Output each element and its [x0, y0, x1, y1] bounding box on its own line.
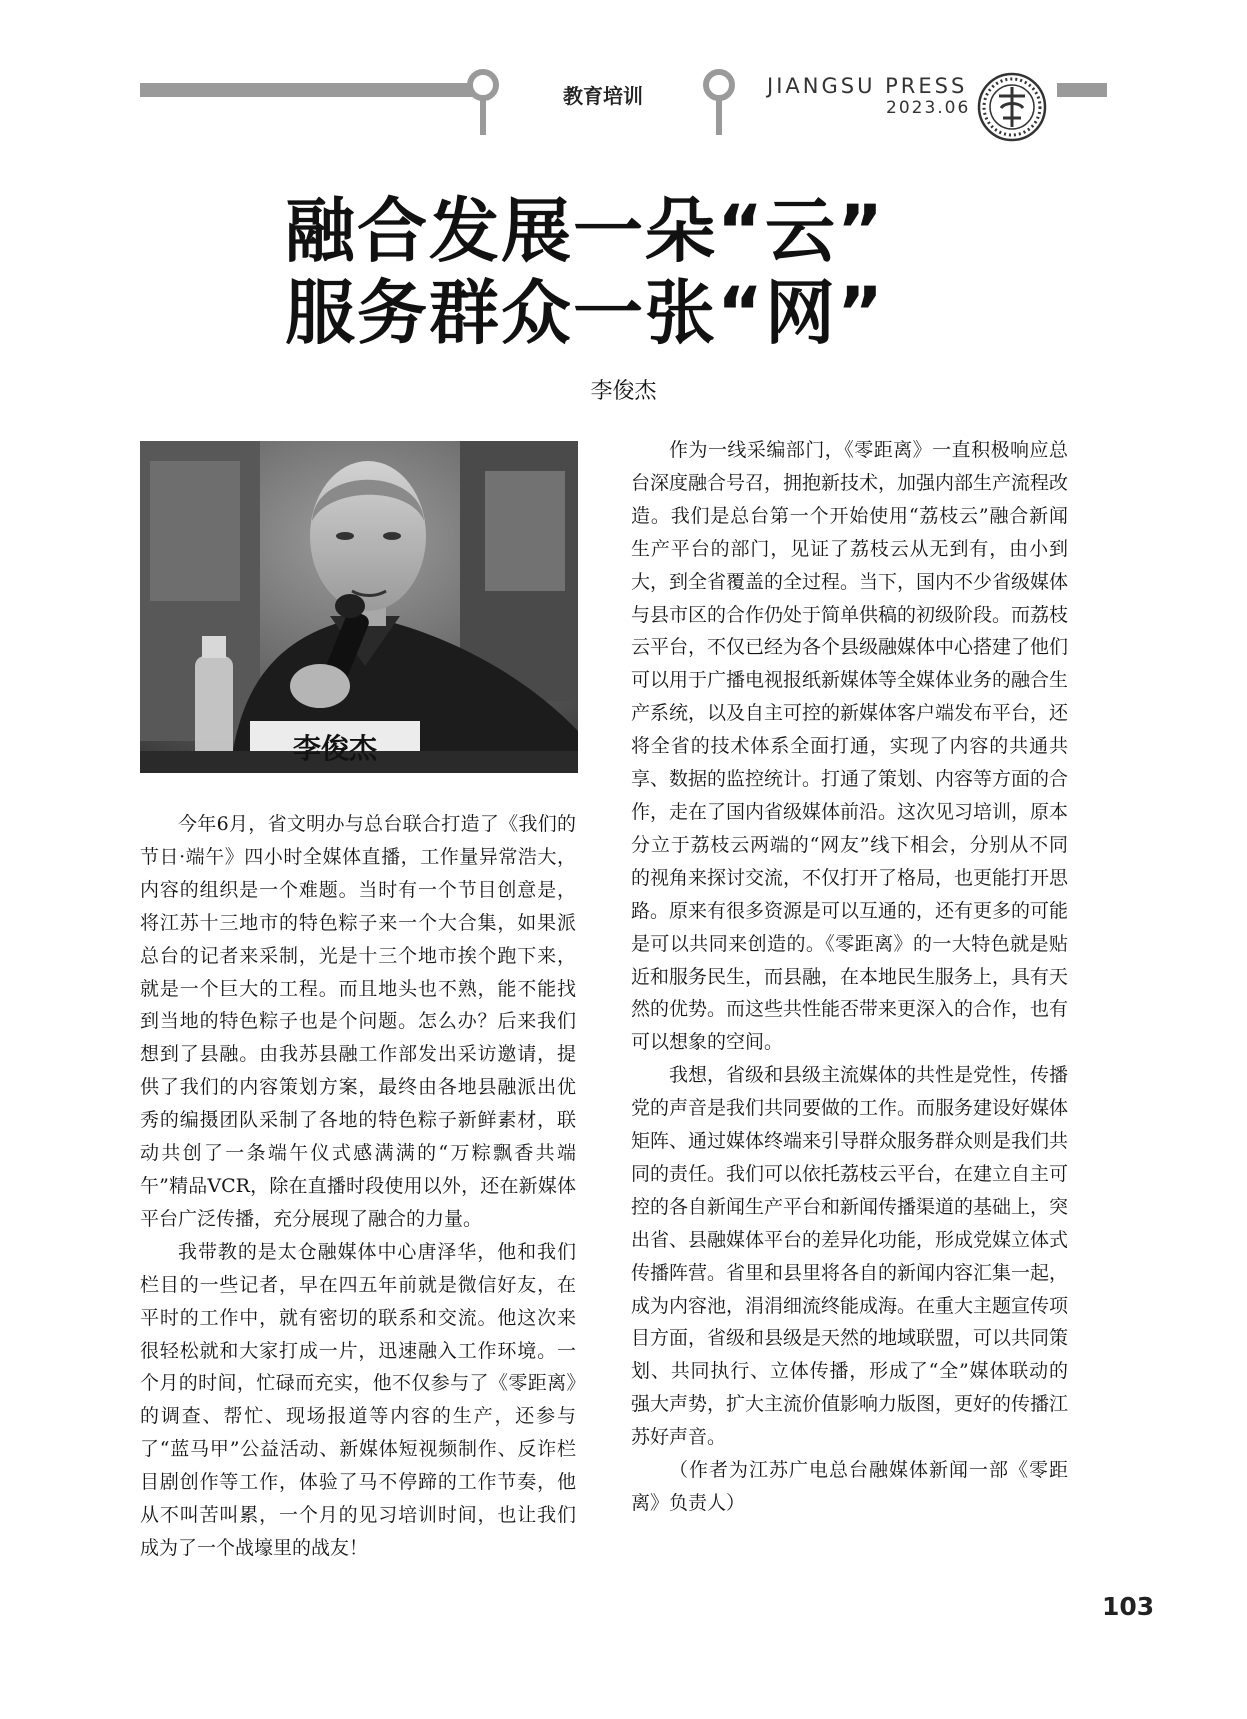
article-author: 李俊杰: [590, 379, 657, 404]
author-photo: [140, 441, 578, 773]
issue-date: 2023.06: [886, 98, 971, 118]
paragraph: 我带教的是太仓融媒体中心唐泽华，他和我们栏目的一些记者，早在四五年前就是微信好友，在平时的工作中，就有密切的联系和交流。他这次来很轻松就和大家打成一片，迅速融入工作环境。一个月的时间，忙碌而充实，他不仅参与了《零距离》的调查、帮忙、现场报道等内容的生产，还参与了“蓝马甲”公益活动、新媒体短视频制作、反诈栏目剧创作等工作，体验了马不停蹄的工作节奏，他从不叫苦叫累，一个月的见习培训时间，也让我们成为了一个战壕里的战友！: [140, 1240, 576, 1559]
page-number: 103: [1102, 1592, 1155, 1621]
header-rule-left: [140, 83, 475, 97]
paragraph: 作为一线采编部门，《零距离》一直积极响应总台深度融合号召，拥抱新技术，加强内部生产流程改造。我们是总台第一个开始使用“荔枝云”融合新闻生产平台的部门，见证了荔枝云从无到有，由小到大，到全省覆盖的全过程。当下，国内不少省级媒体与县市区的合作仍处于简单供稿的初级阶段。而荔枝云平台，不仅已经为各个县级融媒体中心搭建了他们可以用于广播电视报纸新媒体等全媒体业务的融合生产系统，以及自主可控的新媒体客户端发布平台，还将全省的技术体系全面打通，实现了内容的共通共享、数据的监控统计。打通了策划、内容等方面的合作，走在了国内省级媒体前沿。这次见习培训，原本分立于荔枝云两端的“网友”线下相会，分别从不同的视角来探讨交流，不仅打开了格局，也更能打开思路。原来有很多资源是可以互通的，还有更多的可能是可以共同来创造的。《零距离》的一大特色就是贴近和服务民生，而县融，在本地民生服务上，具有天然的优势。而这些共性能否带来更深入的合作，也有可以想象的空间。: [631, 439, 1069, 1054]
article-title-line1: 融合发展一朵“云”: [285, 190, 886, 272]
author-note: （作者为江苏广电总台融媒体新闻一部《零距离》负责人）: [631, 1459, 1068, 1514]
paragraph: 今年6月，省文明办与总台联合打造了《我们的节日·端午》四小时全媒体直播，工作量异常浩大，内容的组织是一个难题。当时有一个节目创意是，将江苏十三地市的特色粽子来一个大合集，如果派总台的记者来采制，光是十三个地市挨个跑下来，就是一个巨大的工程。而且地头也不熟，能不能找到当地的特色粽子也是个问题。怎么办？后来我们想到了县融。由我苏县融工作部发出采访邀请，提供了我们的内容策划方案，最终由各地县融派出优秀的编摄团队采制了各地的特色粽子新鲜素材，联动共创了一条端午仪式感满满的“万粽飘香共端午”精品VCR，除在直播时段使用以外，还在新媒体平台广泛传播，充分展现了融合的力量。: [140, 813, 576, 1230]
magazine-name: JIANGSU PRESS: [767, 74, 968, 98]
article-body-right: [631, 434, 1068, 1520]
map-pin-icon: [702, 68, 736, 138]
article-body-left: [140, 808, 576, 1565]
map-pin-icon: [466, 68, 500, 138]
nameplate-text: 李俊杰: [292, 732, 378, 765]
article-title-line2: 服务群众一张“网”: [285, 272, 886, 354]
section-label: 教育培训: [563, 84, 643, 108]
association-seal-logo: [977, 72, 1047, 142]
paragraph: 我想，省级和县级主流媒体的共性是党性，传播党的声音是我们共同要做的工作。而服务建设好媒体矩阵、通过媒体终端来引导群众服务群众则是我们共同的责任。我们可以依托荔枝云平台，在建立自主可控的各自新闻生产平台和新闻传播渠道的基础上，突出省、县融媒体平台的差异化功能，形成党媒立体式传播阵营。省里和县里将各自的新闻内容汇集一起，成为内容池，涓涓细流终能成海。在重大主题宣传项目方面，省级和县级是天然的地域联盟，可以共同策划、共同执行、立体传播，形成了“全”媒体联动的强大声势，扩大主流价值影响力版图，更好的传播江苏好声音。: [631, 1064, 1069, 1449]
header-rule-right: [1057, 83, 1107, 97]
